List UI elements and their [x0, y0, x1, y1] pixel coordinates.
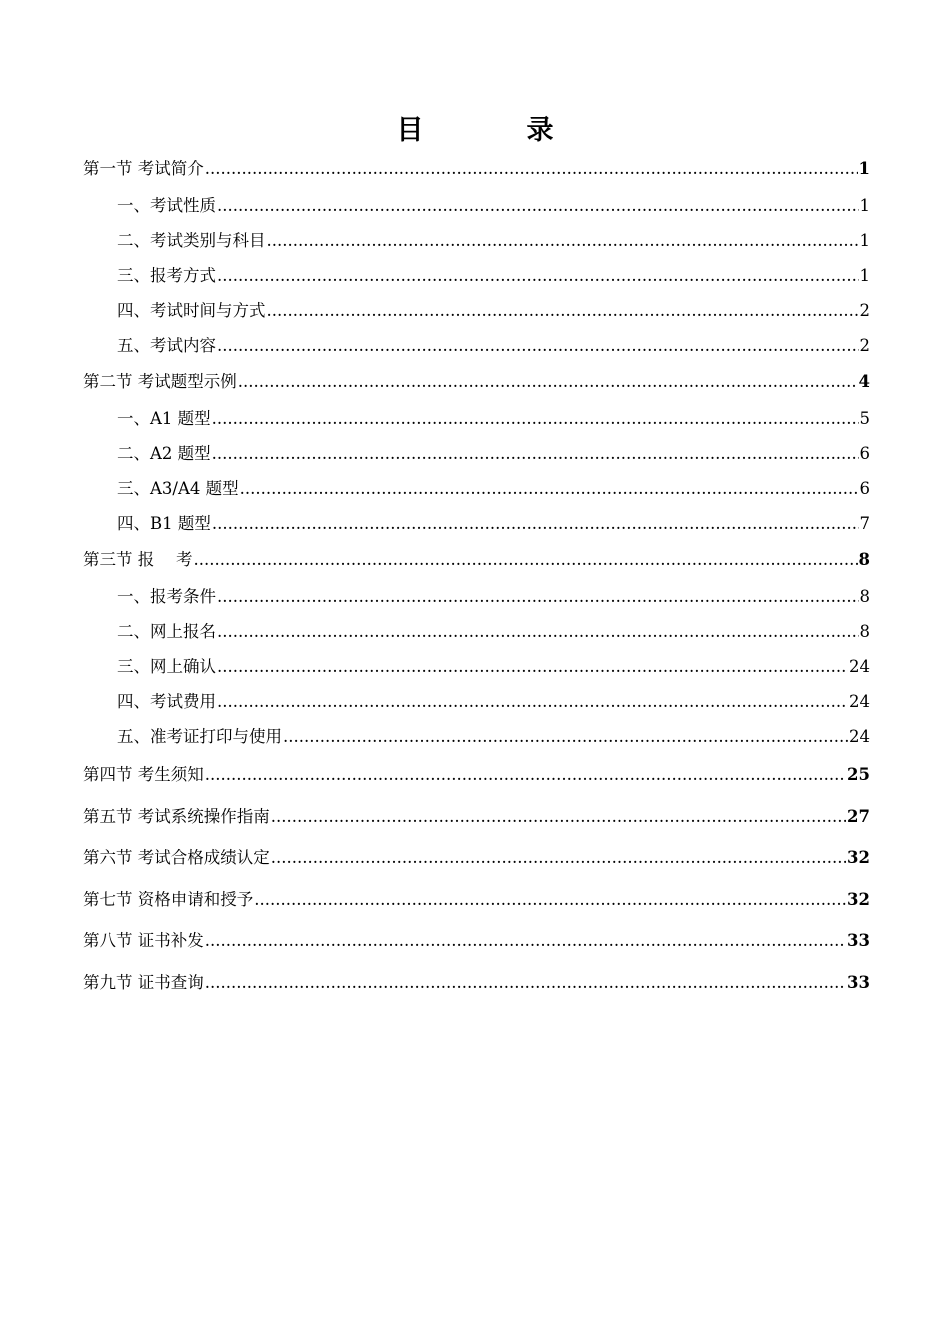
- toc-entry-3-2[interactable]: [83, 614, 870, 649]
- toc-entry-section-4[interactable]: [83, 754, 870, 796]
- toc-entry-page: 2: [859, 301, 870, 320]
- toc-entry-2-2[interactable]: [83, 436, 870, 471]
- dot-leader: [217, 614, 859, 649]
- toc-entry-label: 二、A2 题型: [117, 444, 211, 463]
- dot-leader: [217, 328, 859, 363]
- toc-entry-label: 第四节 考生须知: [83, 765, 204, 784]
- dot-leader: [283, 719, 848, 754]
- toc-entry-label: 一、考试性质: [117, 196, 216, 215]
- toc-entry-label: 五、考试内容: [117, 336, 216, 355]
- toc-entry-label: 第五节 考试系统操作指南: [83, 806, 270, 826]
- dot-leader: [271, 796, 846, 838]
- dot-leader: [254, 879, 846, 921]
- toc-entry-label: 三、报考方式: [117, 266, 216, 285]
- toc-entry-3-4[interactable]: [83, 684, 870, 719]
- toc-entry-page: 24: [849, 657, 870, 676]
- toc-entry-label: 第九节 证书查询: [83, 972, 204, 992]
- dot-leader: [271, 837, 846, 879]
- dot-leader: [217, 579, 859, 614]
- toc-entry-2-4[interactable]: [83, 506, 870, 541]
- toc-entry-page: 5: [859, 409, 870, 428]
- toc-entry-page: 6: [859, 479, 870, 498]
- toc-entry-label: 第二节 考试题型示例: [83, 372, 237, 391]
- toc-entry-section-7[interactable]: [83, 879, 870, 921]
- toc-entry-page: 4: [858, 372, 870, 391]
- toc-entry-section-9[interactable]: [83, 962, 870, 1004]
- toc-entry-label: 四、B1 题型: [117, 514, 211, 533]
- toc-entry-section-1[interactable]: [83, 150, 870, 188]
- toc-entry-page: 27: [847, 806, 870, 826]
- toc-entry-page: 8: [859, 587, 870, 606]
- dot-leader: [217, 649, 848, 684]
- dot-leader: [205, 962, 846, 1004]
- toc-entry-1-3[interactable]: [83, 258, 870, 293]
- toc-entry-section-6[interactable]: [83, 837, 870, 879]
- toc-entry-label: 第七节 资格申请和授予: [83, 889, 254, 909]
- toc-entry-section-2[interactable]: [83, 363, 870, 401]
- toc-entry-1-5[interactable]: [83, 328, 870, 363]
- toc-entry-section-3[interactable]: [83, 541, 870, 579]
- toc-entry-section-8[interactable]: [83, 920, 870, 962]
- toc-entry-label: 第八节 证书补发: [83, 931, 204, 950]
- toc-entry-page: 24: [849, 727, 870, 746]
- toc-entry-2-3[interactable]: [83, 471, 870, 506]
- dot-leader: [212, 506, 859, 541]
- toc-entry-page: 2: [859, 336, 870, 355]
- toc-entry-page: 25: [847, 765, 870, 784]
- toc-entry-label: 二、网上报名: [117, 622, 216, 641]
- dot-leader: [205, 754, 846, 796]
- toc-entry-page: 1: [859, 266, 870, 285]
- dot-leader: [217, 684, 848, 719]
- dot-leader: [194, 541, 858, 579]
- toc-entry-1-4[interactable]: [83, 293, 870, 328]
- toc-entry-label: 四、考试时间与方式: [117, 301, 266, 320]
- toc-entry-label: 三、网上确认: [117, 657, 216, 676]
- toc-entry-3-1[interactable]: [83, 579, 870, 614]
- toc-entry-page: 7: [859, 514, 870, 533]
- dot-leader: [267, 223, 859, 258]
- dot-leader: [217, 258, 859, 293]
- toc-entry-page: 6: [859, 444, 870, 463]
- toc-entry-page: 1: [858, 159, 870, 178]
- toc-entry-label: 一、A1 题型: [117, 409, 211, 428]
- toc-entry-1-1[interactable]: [83, 188, 870, 223]
- toc-entry-page: 8: [858, 550, 870, 569]
- toc-entry-label: 一、报考条件: [117, 587, 216, 606]
- dot-leader: [217, 188, 859, 223]
- toc-entry-label: 第三节 报 考: [83, 550, 193, 569]
- dot-leader: [240, 471, 859, 506]
- toc-entry-page: 32: [847, 848, 870, 867]
- toc-entry-section-5[interactable]: [83, 796, 870, 838]
- toc-entry-page: 1: [859, 231, 870, 250]
- toc-entry-3-3[interactable]: [83, 649, 870, 684]
- toc-entry-2-1[interactable]: [83, 401, 870, 436]
- dot-leader: [205, 920, 846, 962]
- toc-entry-3-5[interactable]: [83, 719, 870, 754]
- toc-entry-page: 1: [859, 196, 870, 215]
- toc-entry-page: 8: [859, 622, 870, 641]
- dot-leader: [267, 293, 859, 328]
- toc-entry-label: 第六节 考试合格成绩认定: [83, 848, 270, 867]
- toc-entry-label: 三、A3/A4 题型: [117, 479, 239, 498]
- toc-entry-label: 五、准考证打印与使用: [117, 727, 282, 746]
- toc-entry-page: 32: [847, 889, 870, 909]
- toc-entry-page: 33: [847, 972, 870, 992]
- toc-entry-label: 四、考试费用: [117, 692, 216, 711]
- toc-entry-page: 33: [847, 931, 870, 950]
- toc-entry-label: 二、考试类别与科目: [117, 231, 266, 250]
- dot-leader: [212, 436, 859, 471]
- toc-title: 目 录: [396, 115, 592, 146]
- toc-entry-page: 24: [849, 692, 870, 711]
- dot-leader: [238, 363, 858, 401]
- toc-entry-1-2[interactable]: [83, 223, 870, 258]
- dot-leader: [205, 150, 858, 188]
- table-of-contents: [83, 150, 870, 1003]
- toc-entry-label: 第一节 考试简介: [83, 159, 204, 178]
- dot-leader: [212, 401, 859, 436]
